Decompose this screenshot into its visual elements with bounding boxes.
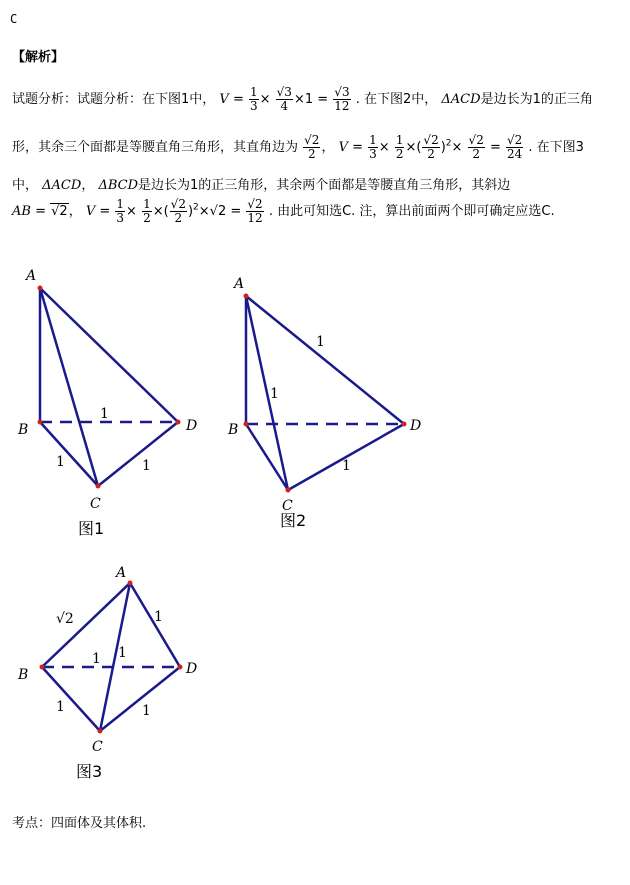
fig2-caption: 图2: [280, 511, 307, 530]
frac-1-2-b: $\frac{1}{2}$: [143, 197, 151, 225]
figure-2: [220, 260, 450, 550]
line1-mid: . 在下图2中，: [355, 92, 438, 107]
frac-1-3-b: $\frac{1}{3}$: [369, 133, 377, 161]
fig2-label-A: A: [234, 276, 245, 292]
frac-1-3: $\frac{1}{3}$: [249, 85, 258, 113]
fig1-edge-BC: 1: [56, 454, 65, 470]
line4-tail: . 由此可知选C. 注，算出前面两个即可确定应选C.: [268, 204, 555, 219]
triangle-BCD: ΔBCD: [98, 178, 139, 193]
figure-3: [0, 555, 230, 795]
fig3-edge-AC: 1: [118, 645, 127, 661]
fig1-edge-CD: 1: [142, 458, 151, 474]
frac-sqrt3-4: $\frac{√3}{4}$: [276, 85, 292, 113]
solution-line-2: 形，其余三个面都是等腰直角三角形，其直角边为 $\frac{√2}{2}$ ， V = $\frac{1}{3}$ × $\frac{1}{2}$ ×( $\frac{√2}{2}$ )$^2$× $\frac{√2}{2}$ = $\frac{√2}{24}$ . 在下图3: [12, 133, 584, 161]
fig2-edge-CD: 1: [342, 458, 351, 474]
triangle-ACD: ΔACD: [441, 92, 481, 107]
frac-sqrt2-2-a: $\frac{√2}{2}$: [304, 133, 320, 161]
var-V-3: V: [85, 204, 96, 219]
fig3-label-B: B: [18, 667, 29, 683]
frac-sqrt3-12: $\frac{√3}{12}$: [334, 85, 350, 113]
var-V: V: [219, 92, 229, 107]
fig1-edge-BD: 1: [100, 406, 109, 422]
fig3-edge-AB: √2: [56, 611, 74, 627]
analysis-header: 【解析】: [12, 50, 65, 65]
fig2-label-D: D: [410, 418, 422, 434]
line3-mid: 是边长为1的正三角形，其余两个面都是等腰直角三角形，其斜边: [138, 178, 511, 193]
fig1-label-B: B: [18, 422, 29, 438]
fig3-label-C: C: [92, 739, 103, 755]
fig3-edge-AD: 1: [154, 609, 163, 625]
answer-letter: C: [10, 12, 18, 26]
solution-line-4: AB = √2， V = $\frac{1}{3}$ × $\frac{1}{2}$ ×( $\frac{√2}{2}$ )$^2$×√2 = $\frac{√2}{12}$ . 由此可知选C. 注，算出前面两个即可确定应选C.: [12, 197, 555, 225]
line2-lead: 形，其余三个面都是等腰直角三角形，其直角边为: [12, 140, 299, 155]
frac-1-2-a: $\frac{1}{2}$: [395, 133, 404, 161]
frac-sqrt2-2-b: $\frac{√2}{2}$: [423, 133, 439, 161]
line3-lead: 中，: [12, 178, 39, 193]
segment-AB: AB: [12, 204, 31, 219]
line2-tail: . 在下图3: [528, 140, 584, 155]
fig1-label-A: A: [26, 268, 37, 284]
fig3-label-A: A: [116, 565, 127, 581]
fig3-edge-BC: 1: [56, 699, 65, 715]
var-V-2: V: [338, 140, 348, 155]
fig2-edge-AC: 1: [270, 386, 279, 402]
fig1-label-C: C: [90, 496, 101, 512]
fig2-label-C: C: [282, 498, 293, 514]
solution-line-3: 中， ΔACD， ΔBCD是边长为1的正三角形，其余两个面都是等腰直角三角形，其斜边: [12, 178, 511, 193]
fig3-edge-CD: 1: [142, 703, 151, 719]
frac-1-3-c: $\frac{1}{3}$: [116, 197, 125, 225]
triangle-ACD-2: ΔACD: [42, 178, 82, 193]
fig3-edge-BD: 1: [92, 651, 101, 667]
frac-sqrt2-24: $\frac{√2}{24}$: [507, 133, 523, 161]
fig1-caption: 图1: [78, 519, 105, 538]
frac-sqrt2-2-d: $\frac{√2}{2}$: [170, 197, 186, 225]
footer-knowledge-point: 考点：四面体及其体积.: [12, 816, 147, 831]
fig3-label-D: D: [186, 661, 198, 677]
sqrt2-value: √2: [51, 204, 68, 219]
line1-lead: 试题分析：试题分析：在下图1中，: [12, 92, 216, 107]
fig2-edge-AD: 1: [316, 334, 325, 350]
frac-sqrt2-2-c: $\frac{√2}{2}$: [468, 133, 484, 161]
frac-sqrt2-12: $\frac{√2}{12}$: [247, 197, 263, 225]
solution-line-1: 试题分析：试题分析：在下图1中， V = $\frac{1}{3}$ × $\frac{√3}{4}$ ×1 = $\frac{√3}{12}$ . 在下图2中， ΔACD是边长为1的正三角: [12, 85, 593, 113]
line1-tail: 是边长为1的正三角: [480, 92, 593, 107]
fig3-caption: 图3: [76, 762, 103, 781]
fig2-label-B: B: [228, 422, 239, 438]
fig1-label-D: D: [186, 418, 198, 434]
figure-1: [0, 260, 230, 550]
